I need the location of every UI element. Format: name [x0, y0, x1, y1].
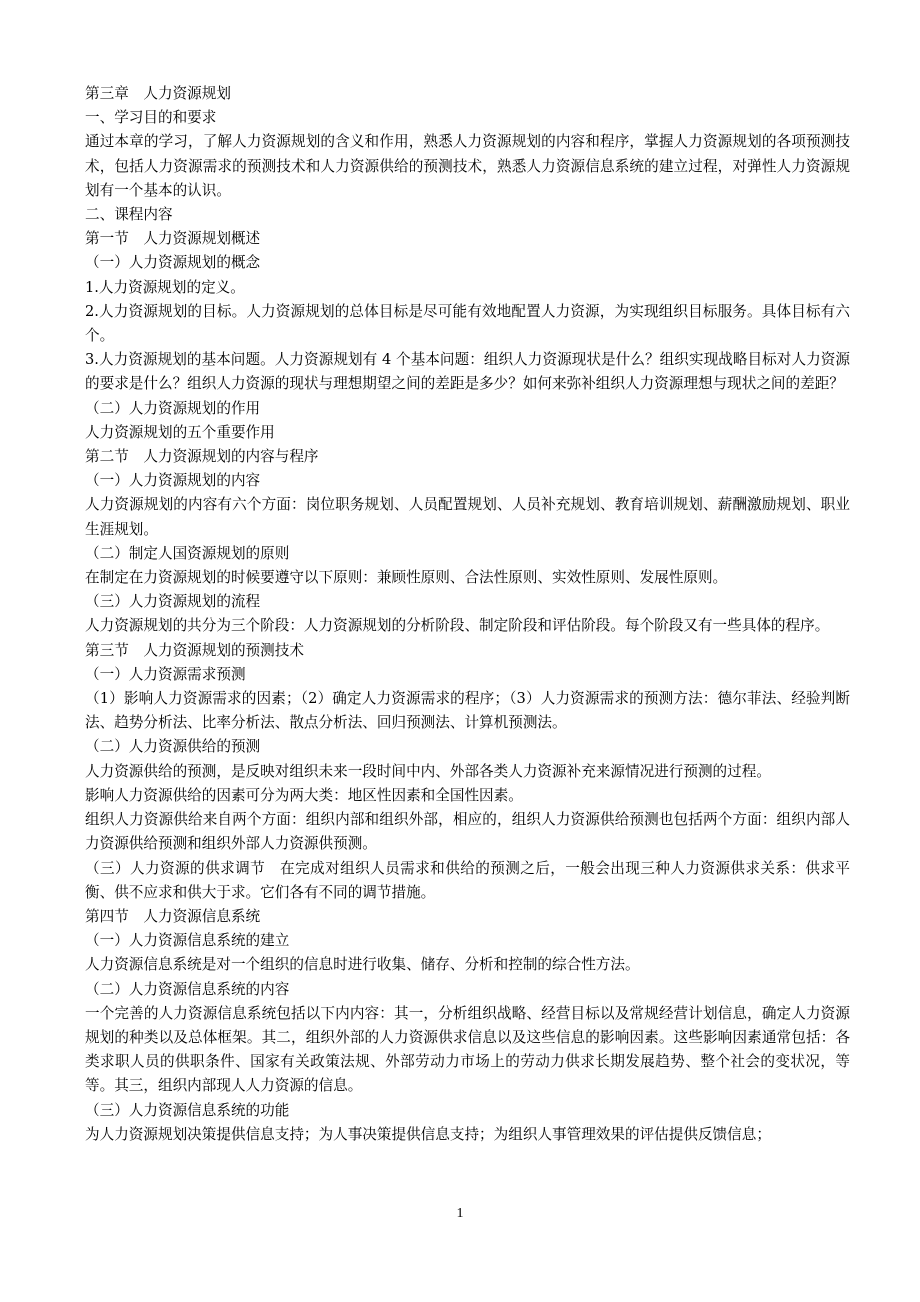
paragraph-hris-function: 为人力资源规划决策提供信息支持；为人事决策提供信息支持；为组织人事管理效果的评估提供反馈信息；: [85, 1125, 771, 1143]
paragraph-supply-sources: 组织人力资源供给来自两个方面：组织内部和组织外部，相应的，组织人力资源供给预测也包括两个方面：组织内部人力资源供给预测和组织外部人力资源供预测。: [85, 811, 850, 853]
subheading-role: （二）人力资源规划的作用: [85, 399, 261, 417]
subheading-hris-content: （二）人力资源信息系统的内容: [85, 980, 290, 998]
paragraph-five-roles: 人力资源规划的五个重要作用: [85, 423, 275, 441]
subheading-principles: （二）制定人国资源规划的原则: [85, 544, 290, 562]
page-number: 1: [456, 1206, 464, 1221]
chapter-title: 第三章 人力资源规划: [85, 85, 231, 102]
paragraph-stages: 人力资源规划的共分为三个阶段：人力资源规划的分析阶段、制定阶段和评估阶段。每个阶段又有一些具体的程序。: [85, 617, 830, 635]
section-1-title: 第一节 人力资源规划概述: [85, 230, 261, 248]
paragraph-principles: 在制定在力资源规划的时候要遵守以下原则：兼顾性原则、合法性原则、实效性原则、发展性原则。: [85, 569, 728, 587]
section-4-title: 第四节 人力资源信息系统: [85, 907, 261, 925]
subheading-demand: （一）人力资源需求预测: [85, 665, 246, 683]
item-definition: 1.人力资源规划的定义。: [85, 278, 245, 296]
section-heading-objectives: 一、学习目的和要求: [85, 109, 217, 127]
subheading-hris-function: （三）人力资源信息系统的功能: [85, 1101, 290, 1119]
item-basic-questions: 3.人力资源规划的基本问题。人力资源规划有 4 个基本问题：组织人力资源现状是什么？组织实现战略目标对人力资源的要求是什么？组织人力资源的现状与理想期望之间的差距是多少？如何来弥补组织人力资源理想与现状之间的差距？: [85, 351, 850, 393]
paragraph-six-aspects: 人力资源规划的内容有六个方面：岗位职务规划、人员配置规划、人员补充规划、教育培训规划、薪酬激励规划、职业生涯规划。: [85, 496, 850, 538]
paragraph-objectives: 通过本章的学习，了解人力资源规划的含义和作用，熟悉人力资源规划的内容和程序，掌握人力资源规划的各项预测技术，包括人力资源需求的预测技术和人力资源供给的预测技术，熟悉人力资源信息系统的建立过程，对弹性人力资源规划有一个基本的认识。: [85, 133, 850, 199]
item-goals: 2.人力资源规划的目标。人力资源规划的总体目标是尽可能有效地配置人力资源，为实现组织目标服务。具体目标有六个。: [85, 302, 850, 345]
section-3-title: 第三节 人力资源规划的预测技术: [85, 641, 304, 659]
paragraph-demand-methods: （1）影响人力资源需求的因素；（2）确定人力资源需求的程序；（3）人力资源需求的预测方法：德尔菲法、经验判断法、趋势分析法、比率分析法、散点分析法、回归预测法、计算机预测法。: [85, 690, 850, 732]
paragraph-balance: （三）人力资源的供求调节 在完成对组织人员需求和供给的预测之后，一般会出现三种人力资源供求关系：供求平衡、供不应求和供大于求。它们各有不同的调节措施。: [85, 859, 850, 901]
paragraph-hris-definition: 人力资源信息系统是对一个组织的信息时进行收集、储存、分析和控制的综合性方法。: [85, 956, 640, 974]
paragraph-supply-factors: 影响人力资源供给的因素可分为两大类：地区性因素和全国性因素。: [85, 786, 523, 804]
section-2-title: 第二节 人力资源规划的内容与程序: [85, 448, 319, 466]
document-body: [85, 82, 850, 1147]
subheading-supply: （二）人力资源供给的预测: [85, 738, 261, 756]
subheading-hris-establish: （一）人力资源信息系统的建立: [85, 932, 290, 950]
subheading-content: （一）人力资源规划的内容: [85, 472, 261, 490]
subheading-concept: （一）人力资源规划的概念: [85, 254, 261, 272]
paragraph-hris-content: 一个完善的人力资源信息系统包括以下内内容：其一，分析组织战略、经营目标以及常规经营计划信息，确定人力资源规划的种类以及总体框架。其二，组织外部的人力资源供求信息以及这些信息的影响因素。这些影响因素通常包括：各类求职人员的供职条件、国家有关政策法规、外部劳动力市场上的劳动力供求长期发展趋势、整个社会的变状况，等等。其三，组织内部现人人力资源的信息。: [85, 1004, 850, 1095]
section-heading-content: 二、课程内容: [85, 206, 173, 224]
subheading-process: （三）人力资源规划的流程: [85, 593, 261, 611]
paragraph-supply-definition: 人力资源供给的预测，是反映对组织未来一段时间中内、外部各类人力资源补充来源情况进行预测的过程。: [85, 762, 771, 780]
